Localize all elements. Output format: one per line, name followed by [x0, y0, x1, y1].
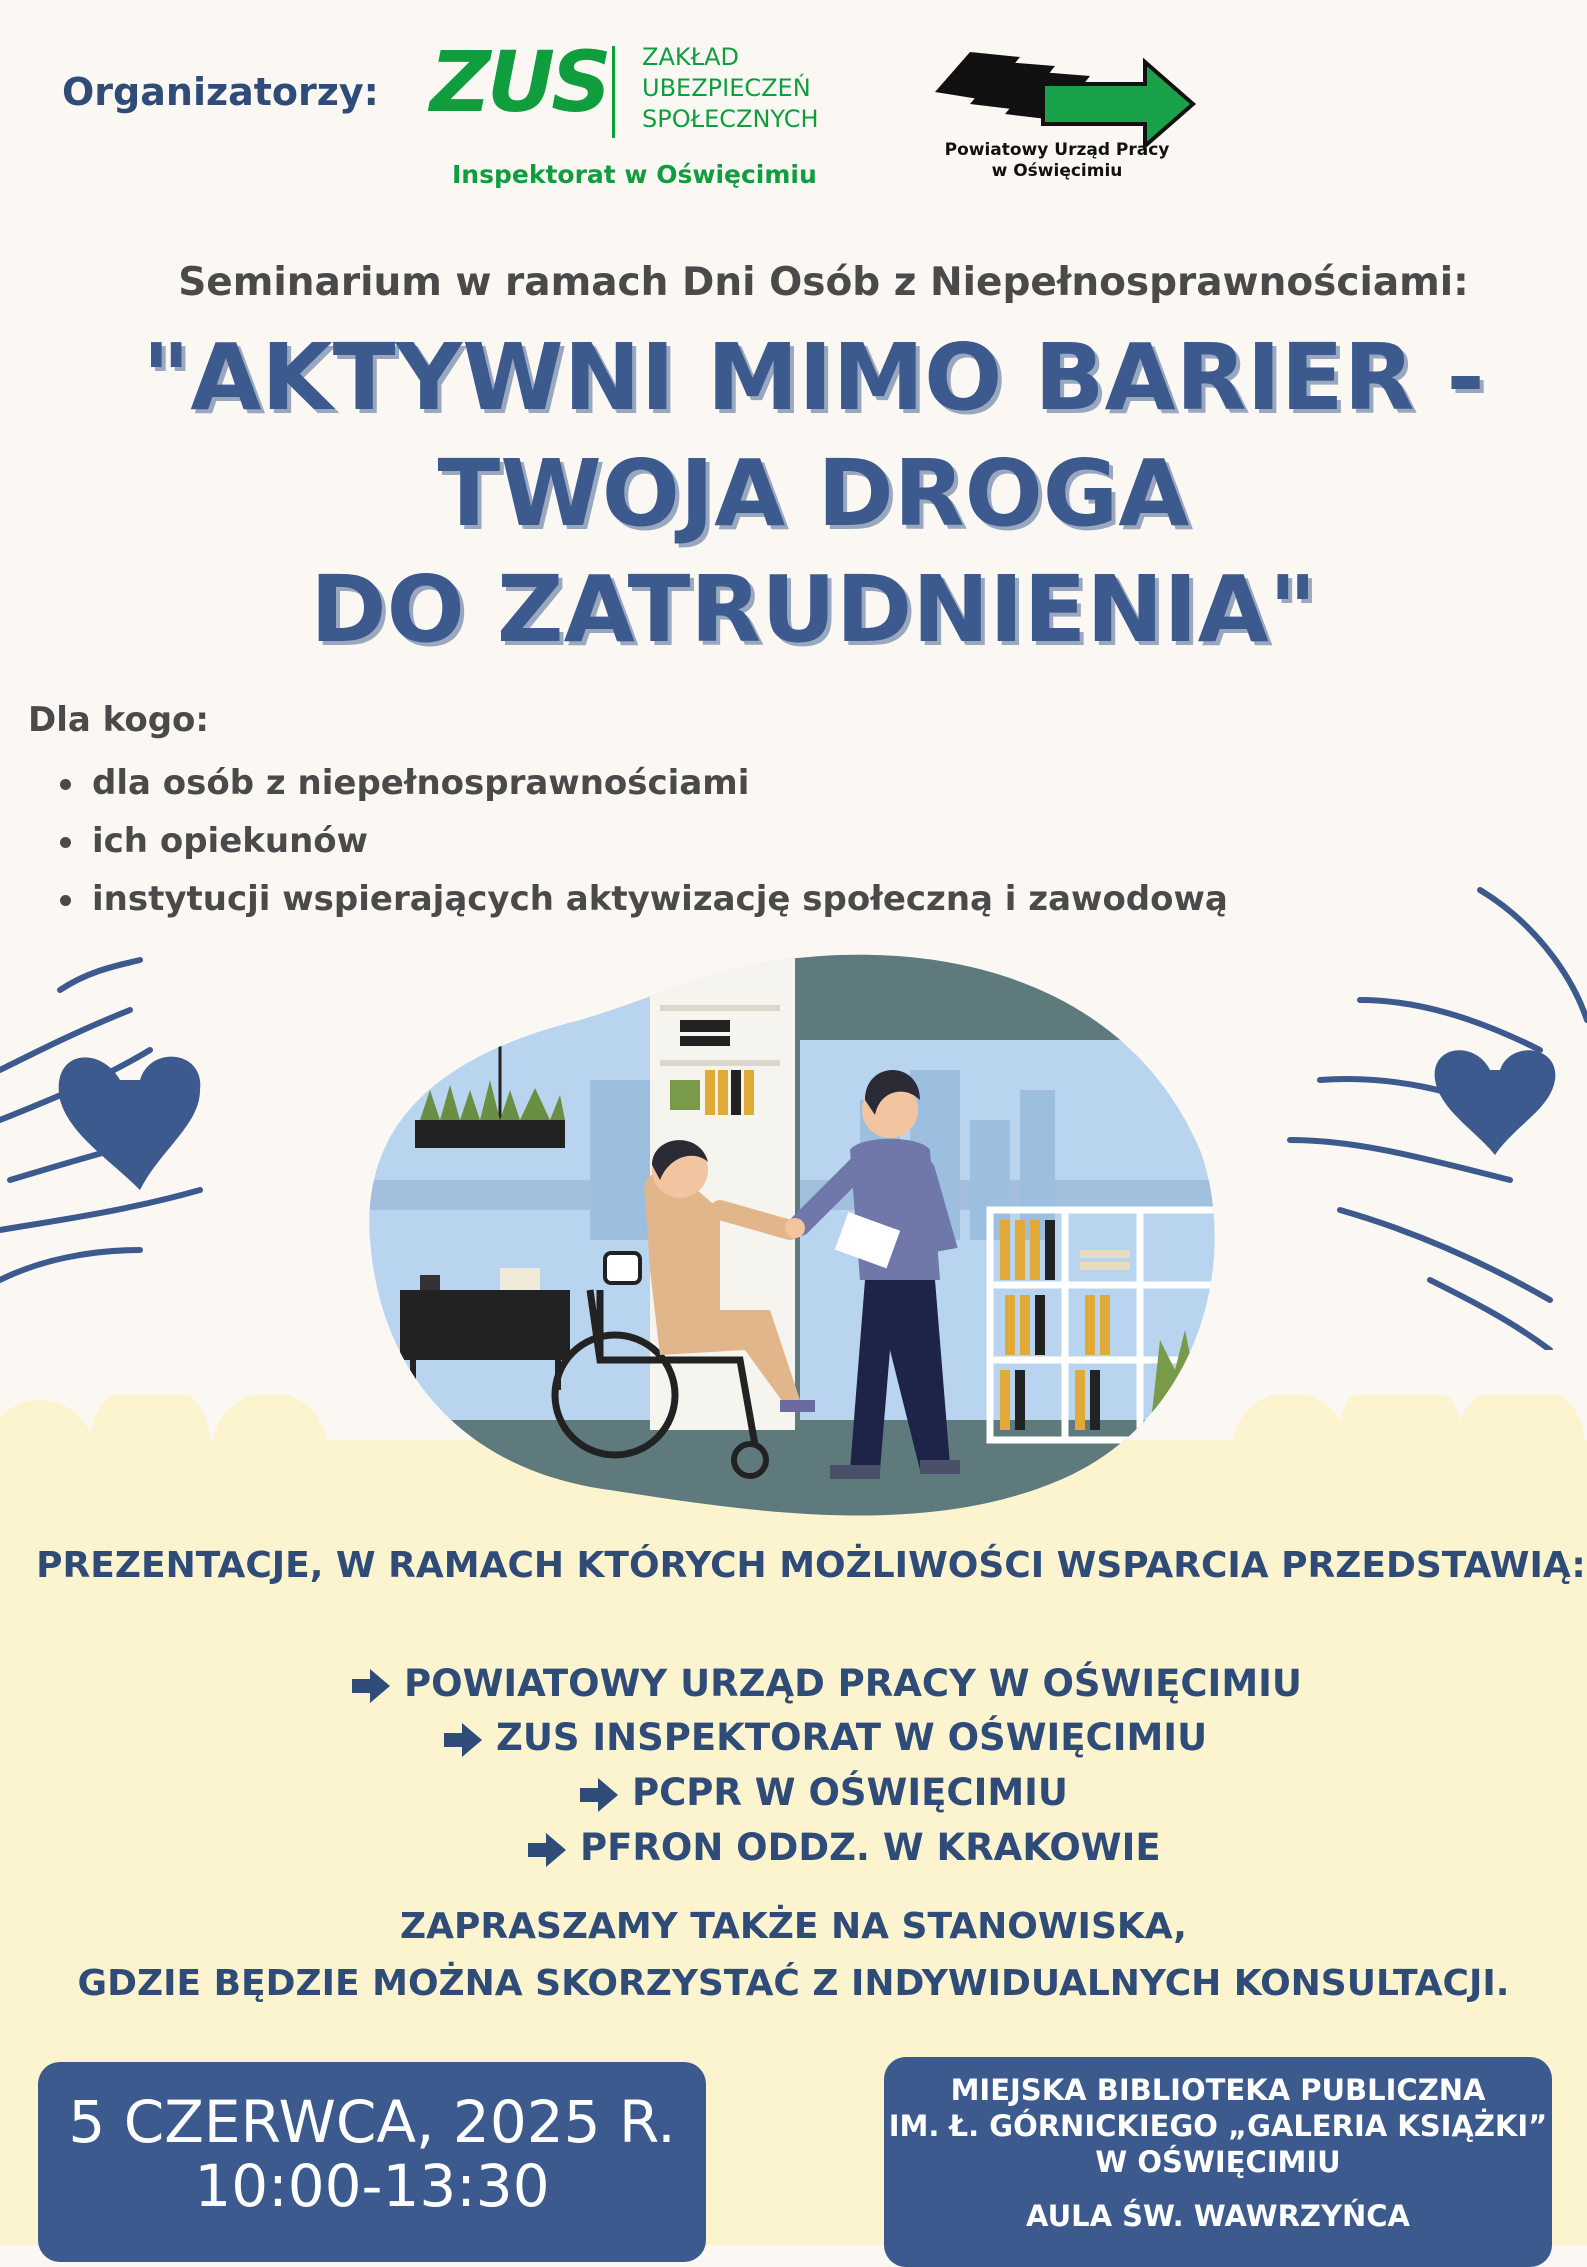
- pup-name: Powiatowy Urząd Pracy w Oświęcimiu: [944, 140, 1170, 181]
- venue-line-3: W OŚWIĘCIMIU: [1095, 2145, 1341, 2179]
- audience-item: ich opiekunów: [58, 812, 1228, 870]
- audience-item: dla osób z niepełnosprawnościami: [58, 754, 1228, 812]
- zus-logo-text: ZUS: [430, 33, 608, 131]
- hand-heart-right-icon: [1280, 880, 1587, 1350]
- arrow-right-icon: [444, 1723, 482, 1757]
- zus-logo-separator: [612, 46, 615, 138]
- venue-box: [884, 2057, 1552, 2267]
- arrow-right-icon: [580, 1778, 618, 1812]
- office-handshake-illustration: [360, 950, 1220, 1530]
- date-time-box: [38, 2062, 706, 2262]
- presenter-item: POWIATOWY URZĄD PRACY W OŚWIĘCIMIU: [352, 1662, 1302, 1705]
- zus-full-name: ZAKŁAD UBEZPIECZEŃ SPOŁECZNYCH: [642, 43, 819, 133]
- presenter-item: PFRON ODDZ. W KRAKOWIE: [528, 1826, 1161, 1869]
- venue-line-1: MIEJSKA BIBLIOTEKA PUBLICZNA: [950, 2073, 1486, 2107]
- event-title-line-3: DO ZATRUDNIENIA": [310, 556, 1317, 663]
- event-title: [0, 320, 1587, 668]
- event-title-line-1: "AKTYWNI MIMO BARIER -: [142, 324, 1485, 431]
- hand-heart-left-icon: [0, 950, 260, 1370]
- organizers-label: Organizatorzy:: [62, 70, 379, 114]
- zus-logo: [430, 33, 819, 133]
- presenter-item: PCPR W OŚWIĘCIMIU: [580, 1771, 1068, 1814]
- presentations-heading: PREZENTACJE, W RAMACH KTÓRYCH MOŻLIWOŚCI WSPARCIA PRZEDSTAWIĄ:: [36, 1545, 1586, 1586]
- venue-hall: AULA ŚW. WAWRZYŃCA: [1026, 2199, 1410, 2233]
- seminar-subtitle: Seminarium w ramach Dni Osób z Niepełnosprawnościami:: [178, 260, 1469, 305]
- audience-heading: Dla kogo:: [28, 700, 210, 740]
- arrow-right-icon: [352, 1669, 390, 1703]
- event-date: 5 CZERWCA, 2025 R.: [68, 2088, 676, 2156]
- audience-list: [58, 754, 1228, 928]
- arrow-right-icon: [528, 1833, 566, 1867]
- zus-inspectorate-label: Inspektorat w Oświęcimiu: [452, 160, 817, 189]
- event-title-line-2: TWOJA DROGA: [437, 440, 1190, 547]
- presenter-item: ZUS INSPEKTORAT W OŚWIĘCIMIU: [444, 1716, 1207, 1759]
- event-time: 10:00-13:30: [194, 2152, 550, 2220]
- venue-line-2: IM. Ł. GÓRNICKIEGO „GALERIA KSIĄŻKI”: [888, 2109, 1548, 2143]
- audience-item: instytucji wspierających aktywizację społeczną i zawodową: [58, 870, 1228, 928]
- invite-line-2: GDZIE BĘDZIE MOŻNA SKORZYSTAĆ Z INDYWIDUALNYCH KONSULTACJI.: [77, 1963, 1510, 2004]
- invite-line-1: ZAPRASZAMY TAKŻE NA STANOWISKA,: [400, 1906, 1187, 1947]
